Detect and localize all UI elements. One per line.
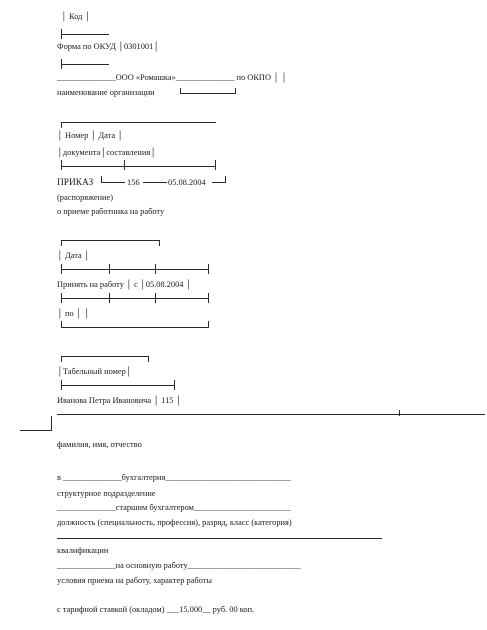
department-caption: структурное подразделение: [57, 489, 156, 498]
conditions-row: ______________на основную работу___________________________: [57, 561, 301, 570]
okud-box-tick: [61, 59, 62, 69]
doc-table-mid: [61, 166, 216, 167]
tab-table-top: [61, 356, 149, 357]
date-header: │ Дата │: [57, 251, 90, 260]
employee-name-caption: фамилия, имя, отчество: [57, 440, 142, 449]
organization-row: ______________ООО «Ромашка»______________ по ОКПО │ │: [57, 73, 288, 82]
code-box-line: [61, 34, 109, 35]
date-table-row-line: [61, 269, 209, 270]
date-table-bottom: [61, 327, 209, 328]
doc-table-header-1: │ Номер │ Дата │: [57, 131, 124, 140]
order-box-line-3: [212, 182, 226, 183]
organization-caption: наименование организации: [57, 88, 155, 97]
date-table-top-tick-r: [159, 240, 160, 246]
tab-tick-2: [174, 380, 175, 390]
date-tick-10: [208, 321, 209, 328]
doc-table-top: [61, 122, 216, 123]
date-tick-9: [61, 321, 62, 328]
job-row: ______________старшим бухгалтером_______________________: [57, 503, 291, 512]
employee-line-continuation-tick: [51, 416, 52, 431]
qualification-line: [57, 538, 382, 539]
okud-box-line: [61, 64, 109, 65]
date-tick-3: [155, 264, 156, 274]
code-header: │ Код │: [61, 12, 91, 21]
job-caption: должность (специальность, профессия), разряд, класс (категория): [57, 518, 292, 527]
employee-name-row: Иванова Петра Ивановича │ 115 │: [57, 396, 182, 405]
doc-table-mid-tick-r: [215, 160, 216, 170]
date-tick-5: [61, 293, 62, 303]
order-subtitle: (распоряжение): [57, 193, 113, 202]
qualification-caption: квалификации: [57, 546, 109, 555]
department-row: в ______________бухгалтерия______________________________: [57, 473, 291, 482]
order-box-r: [225, 176, 226, 183]
date-tick-6: [109, 293, 110, 303]
order-purpose: о приеме работника на работу: [57, 207, 165, 216]
okpo-box-tick-r: [235, 88, 236, 94]
order-box-line-2: [143, 182, 167, 183]
date-table-mid-line: [61, 298, 209, 299]
okpo-box-line: [180, 93, 236, 94]
tab-table-mid: [61, 385, 175, 386]
employee-name-underline: [57, 414, 485, 415]
tab-table-top-tick-r: [148, 356, 149, 362]
tab-table-top-tick-l: [61, 356, 62, 362]
order-title: ПРИКАЗ: [57, 178, 94, 188]
doc-table-mid-tick-l: [61, 160, 62, 170]
date-tick-2: [109, 264, 110, 274]
date-tick-1: [61, 264, 62, 274]
date-tick-4: [208, 264, 209, 274]
employee-line-continuation: [20, 430, 52, 431]
date-table-top: [61, 240, 160, 241]
doc-table-header-2: │документа│составления│: [57, 148, 157, 157]
order-box-line-1: [101, 182, 125, 183]
hire-to-row: │ по │ │: [57, 309, 90, 318]
tab-number-header: │Табельный номер│: [57, 367, 132, 376]
tab-tick-1: [61, 380, 62, 390]
employee-line-tick: [399, 410, 400, 416]
salary-row: с тарифной ставкой (окладом) ___15.000__ руб. 00 коп.: [57, 605, 255, 614]
doc-table-top-tick: [61, 122, 62, 128]
conditions-caption: условия приема на работу, характер работы: [57, 576, 213, 585]
okud-row: Форма по ОКУД │0301001│: [57, 42, 160, 51]
code-box-tick: [61, 29, 62, 39]
doc-table-mid-tick-m: [124, 160, 125, 170]
date-tick-7: [155, 293, 156, 303]
order-number: 156: [127, 178, 140, 187]
order-date: 05.08.2004: [168, 178, 206, 187]
hire-from-row: Принять на работу │ с │05.08.2004 │: [57, 280, 192, 289]
date-tick-8: [208, 293, 209, 303]
date-table-top-tick-l: [61, 240, 62, 246]
okpo-box-tick-l: [180, 88, 181, 94]
